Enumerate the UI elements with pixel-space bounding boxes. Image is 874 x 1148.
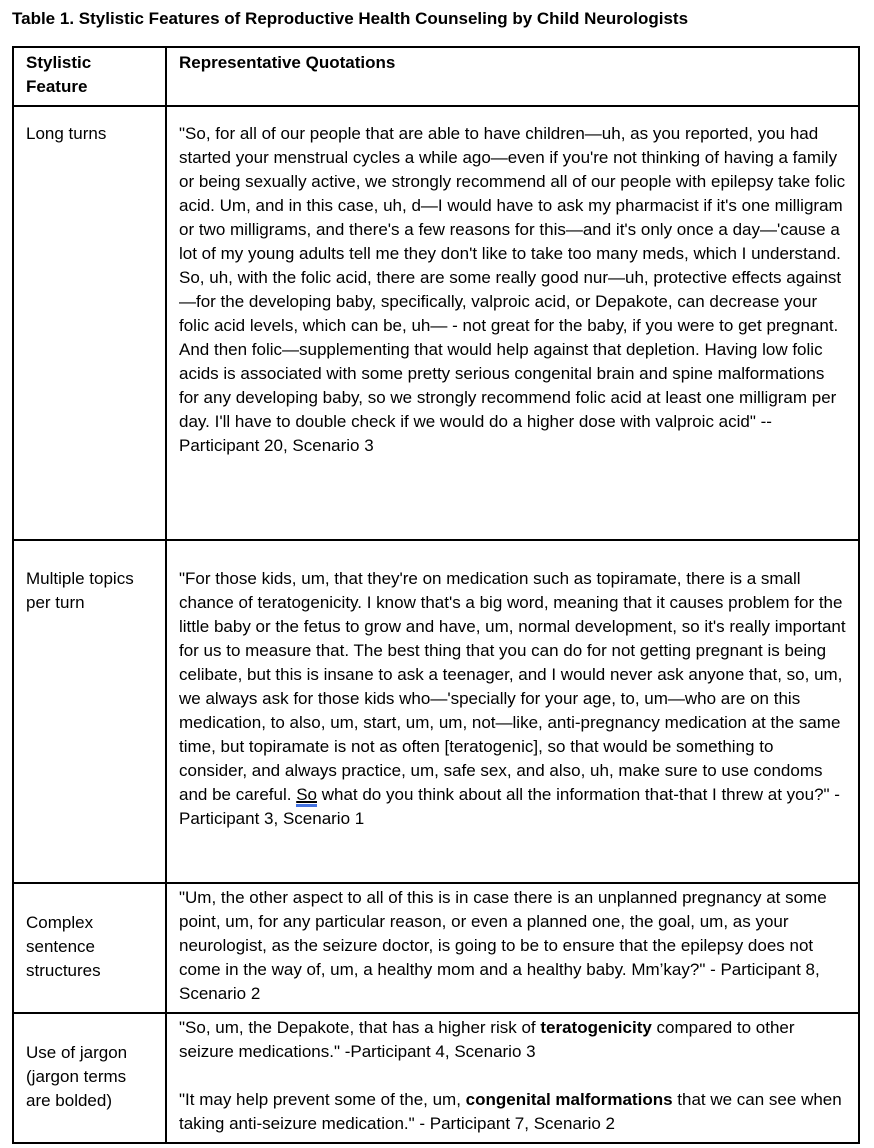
table-caption: Table 1. Stylistic Features of Reproductive Health Counseling by Child Neurologists [12,9,689,28]
quotation-text: "For those kids, um, that they're on medication such as topiramate, there is a small chance of teratogenicity. I know that's a big word, meaning that it causes problem for the little baby or the fetus to grow and have, um, normal development, so it's really important for us to measure that. The best thing that you can do for not getting pregnant is being celibate, but this is insane to ask a teenager, and I would never ask anyone that, so, um, we always ask for those kids who—'specially for your age, to, um—who are on this medication, to also, um, start, um, um, not—like, anti-pregnancy medication at the same time, but topiramate is not as often [teratogenic], so that would be something to consider, and always practice, um, safe sex, and also, uh, make sure to use condoms and be careful. [179,569,846,804]
jargon-term: teratogenicity [540,1018,652,1037]
quotation-text: what do you think about all the information that-that I threw at you?" - Participant 3, Scenario 1 [179,785,840,828]
header-representative-quotations: Representative Quotations [166,47,859,106]
table-row [13,106,859,540]
quotation-cell [166,1013,859,1143]
quotation-cell [166,883,859,1013]
quotation-cell [166,540,859,883]
stylistic-features-table [12,46,860,1144]
quotation-text: "It may help prevent some of the, um, [179,1090,466,1109]
table-row [13,883,859,1013]
stylistic-feature-cell: Complex sentence structures [13,883,166,1013]
jargon-term: congenital malformations [465,1090,673,1109]
table-row [13,1013,859,1143]
quotation-text: "Um, the other aspect to all of this is in case there is an unplanned pregnancy at some point, um, for any particular reason, or even a planned one, the goal, um, as your neurologist, as the seizure doctor, is going to be to ensure that the epilepsy does not come in the way of, um, a healthy mom and a healthy baby. Mm’kay?" - Participant 8, Scenario 2 [179,888,827,1003]
header-stylistic-feature: Stylistic Feature [13,47,166,106]
quotation-paragraph [179,1088,846,1136]
stylistic-feature-cell: Long turns [13,106,166,540]
quotation-paragraph [179,567,846,831]
quotation-paragraph [179,886,846,1006]
header-row [13,47,859,106]
quotation-text: that we can see when taking anti-seizure medication." - Participant 7, Scenario 2 [179,1090,842,1133]
stylistic-feature-cell: Use of jargon (jargon terms are bolded) [13,1013,166,1143]
table-body [13,106,859,1143]
quotation-text: "So, for all of our people that are able to have children—uh, as you reported, you had started your menstrual cycles a while ago—even if you're not thinking of having a family or being sexually active, we strongly recommend all of our people with epilepsy take folic acid. Um, and in this case, uh, d—I would have to ask my pharmacist if it's one milligram or two milligrams, and there's a few reasons for this—and it's only once a day—'cause a lot of my young adults tell me they don't like to take too many meds, which I understand. So, uh, with the folic acid, there are some really good nur—uh, protective effects against—for the developing baby, specifically, valproic acid, or Depakote, can decrease your folic acid levels, which can be, uh— - not great for the baby, if you were to get pregnant. And then folic—supplementing that would help against that depletion. Having low folic acids is associated with some pretty serious congenital brain and spine malformations for any developing baby, so we strongly recommend folic acid at least one milligram per day. I'll have to double check if we would do a higher dose with valproic acid" -- Participant 20, Scenario 3 [179,124,846,455]
grammar-underlined-word: So [296,785,317,804]
table-row [13,540,859,883]
stylistic-feature-cell: Multiple topics per turn [13,540,166,883]
quotation-text: compared to other seizure medications." -Participant 4, Scenario 3 [179,1018,795,1061]
quotation-text: "So, um, the Depakote, that has a higher risk of [179,1018,541,1037]
quotation-paragraph [179,122,846,458]
quotation-cell [166,106,859,540]
table-header [13,47,859,106]
quotation-paragraph [179,1016,846,1064]
